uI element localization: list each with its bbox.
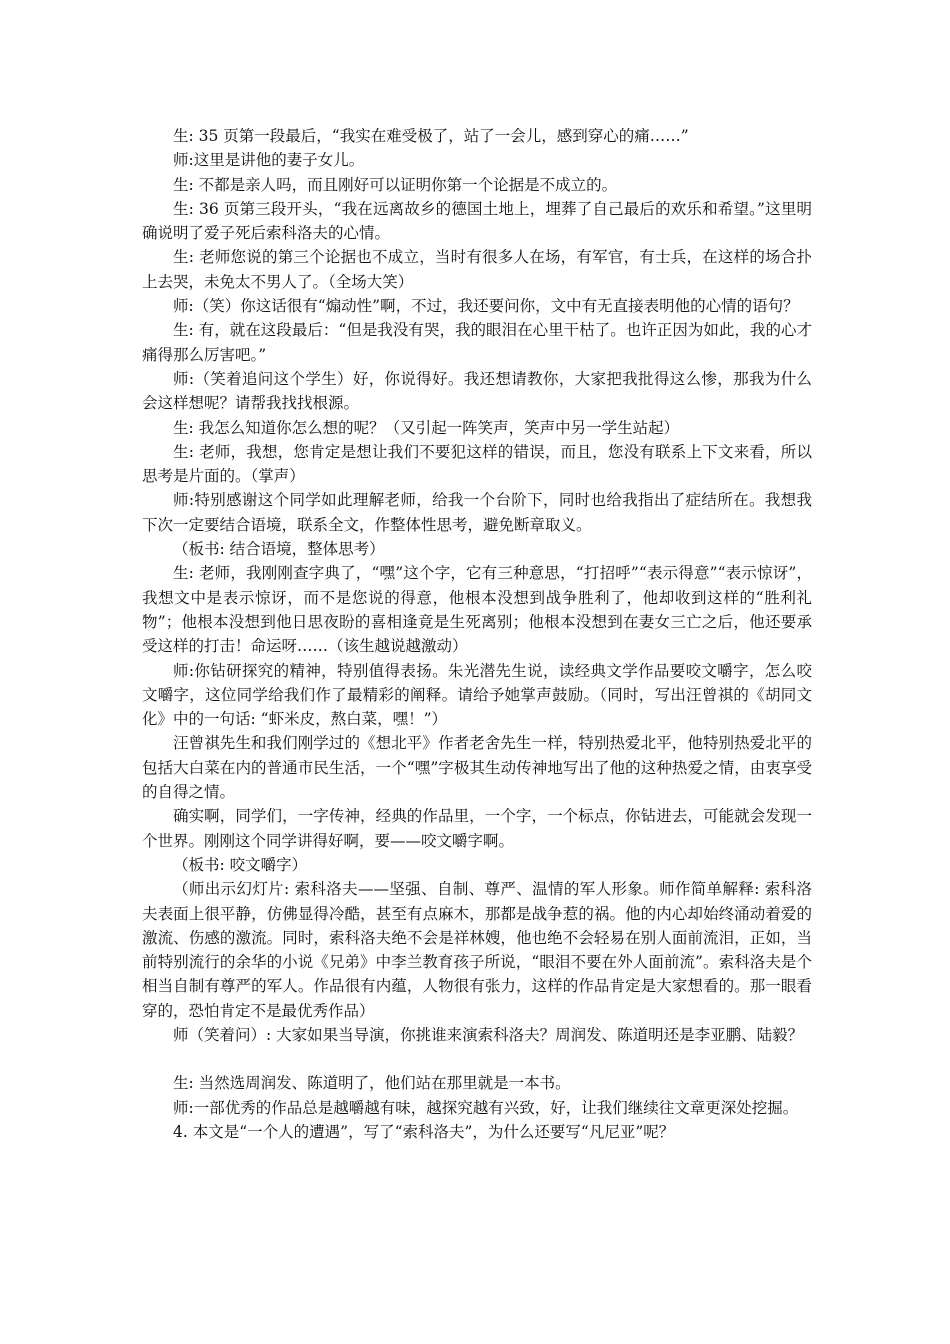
paragraph: 生: 老师，我刚刚查字典了，“嘿”这个字，它有三种意思，“打招呼”“表示得意”“表示惊讶”，我想文中是表示惊讶，而不是您说的得意，他根本没想到战争胜利了，他却收到这样的“胜利礼物”；他根本没想到他日思夜盼的喜相逢竟是生死离别；他根本没想到在妻女三亡之后，他还要承受这样的打击！命运呀……（该生越说越激动） [142, 564, 812, 656]
paragraph: 生: 35 页第一段最后，“我实在难受极了，站了一会儿，感到穿心的痛……” [173, 127, 689, 145]
paragraph: 汪曾祺先生和我们刚学过的《想北平》作者老舍先生一样，特别热爱北平，他特别热爱北平的包括大白菜在内的普通市民生活，一个“嘿”字极其生动传神地写出了他的这种热爱之情，由衷享受的自得之情。 [142, 734, 812, 802]
paragraph: 师:这里是讲他的妻子女儿。 [173, 151, 365, 170]
board-note: （板书: 咬文嚼字） [173, 855, 308, 874]
paragraph: 生: 有，就在这段最后：“但是我没有哭，我的眼泪在心里干枯了。也许正因为如此，我的心才痛得那么厉害吧。” [142, 321, 812, 364]
paragraph: 生: 我怎么知道你怎么想的呢？（又引起一阵笑声，笑声中另一学生站起） [173, 418, 680, 437]
paragraph: 生: 不都是亲人吗，而且刚好可以证明你第一个论据是不成立的。 [173, 175, 618, 194]
paragraph: 生: 36 页第三段开头，“我在远离故乡的德国土地上，埋葬了自己最后的欢乐和希望。”这里明确说明了爱子死后索科洛夫的心情。 [142, 199, 812, 243]
paragraph: 师:一部优秀的作品总是越嚼越有味，越探究越有兴致，好，让我们继续往文章更深处挖掘。 [173, 1098, 799, 1117]
paragraph: 生: 老师您说的第三个论据也不成立，当时有很多人在场，有军官，有士兵，在这样的场合扑上去哭，未免太不男人了。（全场大笑） [142, 248, 812, 291]
paragraph: 师（笑着问）: 大家如果当导演，你挑谁来演索科洛夫？周润发、陈道明还是李亚鹏、陆毅？ [173, 1025, 804, 1044]
paragraph: 生: 当然选周润发、陈道明了，他们站在那里就是一本书。 [173, 1074, 571, 1093]
document-body [142, 124, 812, 1144]
board-note: （板书: 结合语境，整体思考） [173, 540, 385, 559]
paragraph: 师:（笑着追问这个学生）好，你说得好。我还想请教你，大家把我批得这么惨，那我为什么会这样想呢？请帮我找找根源。 [142, 369, 812, 413]
paragraph: 生: 老师，我想，您肯定是想让我们不要犯这样的错误，而且，您没有联系上下文来看，所以思考是片面的。（掌声） [142, 442, 812, 486]
paragraph: 师:特别感谢这个同学如此理解老师，给我一个台阶下，同时也给我指出了症结所在。我想我下次一定要结合语境，联系全文，作整体性思考，避免断章取义。 [142, 491, 812, 534]
paragraph: 师:（笑）你这话很有“煽动性”啊，不过，我还要问你，文中有无直接表明他的心情的语句？ [173, 297, 799, 316]
paragraph: （师出示幻灯片: 索科洛夫——坚强、自制、尊严、温情的军人形象。师作简单解释: 索科洛夫表面上很平静，仿佛显得冷酷，甚至有点麻木，那都是战争惹的祸。他的内心却始终涌动着爱的激流、伤感的激流。同时，索科洛夫绝不会是祥林嫂，他也绝不会轻易在别人面前流泪，正如，当前特别流行的余华的小说《兄弟》中李兰教育孩子所说，“眼泪不要在外人面前流”。索科洛夫是个相当自制有尊严的军人。作品很有内蕴，人物很有张力，这样的作品肯定是大家想看的。那一眼看穿的，恐怕肯定不是最优秀作品） [142, 880, 812, 1020]
question-heading: 4. 本文是“一个人的遭遇”，写了“索科洛夫”，为什么还要写“凡尼亚”呢？ [173, 1122, 675, 1141]
paragraph: 师:你钻研探究的精神，特别值得表扬。朱光潜先生说，读经典文学作品要咬文嚼字，怎么咬文嚼字，这位同学给我们作了最精彩的阐释。请给予她掌声鼓励。（同时，写出汪曾祺的《胡同文化》中的一句话: “虾米皮，熬白菜，嘿！”） [142, 661, 812, 729]
paragraph: 确实啊，同学们，一字传神，经典的作品里，一个字，一个标点，你钻进去，可能就会发现一个世界。刚刚这个同学讲得好啊，要——咬文嚼字啊。 [142, 807, 812, 850]
